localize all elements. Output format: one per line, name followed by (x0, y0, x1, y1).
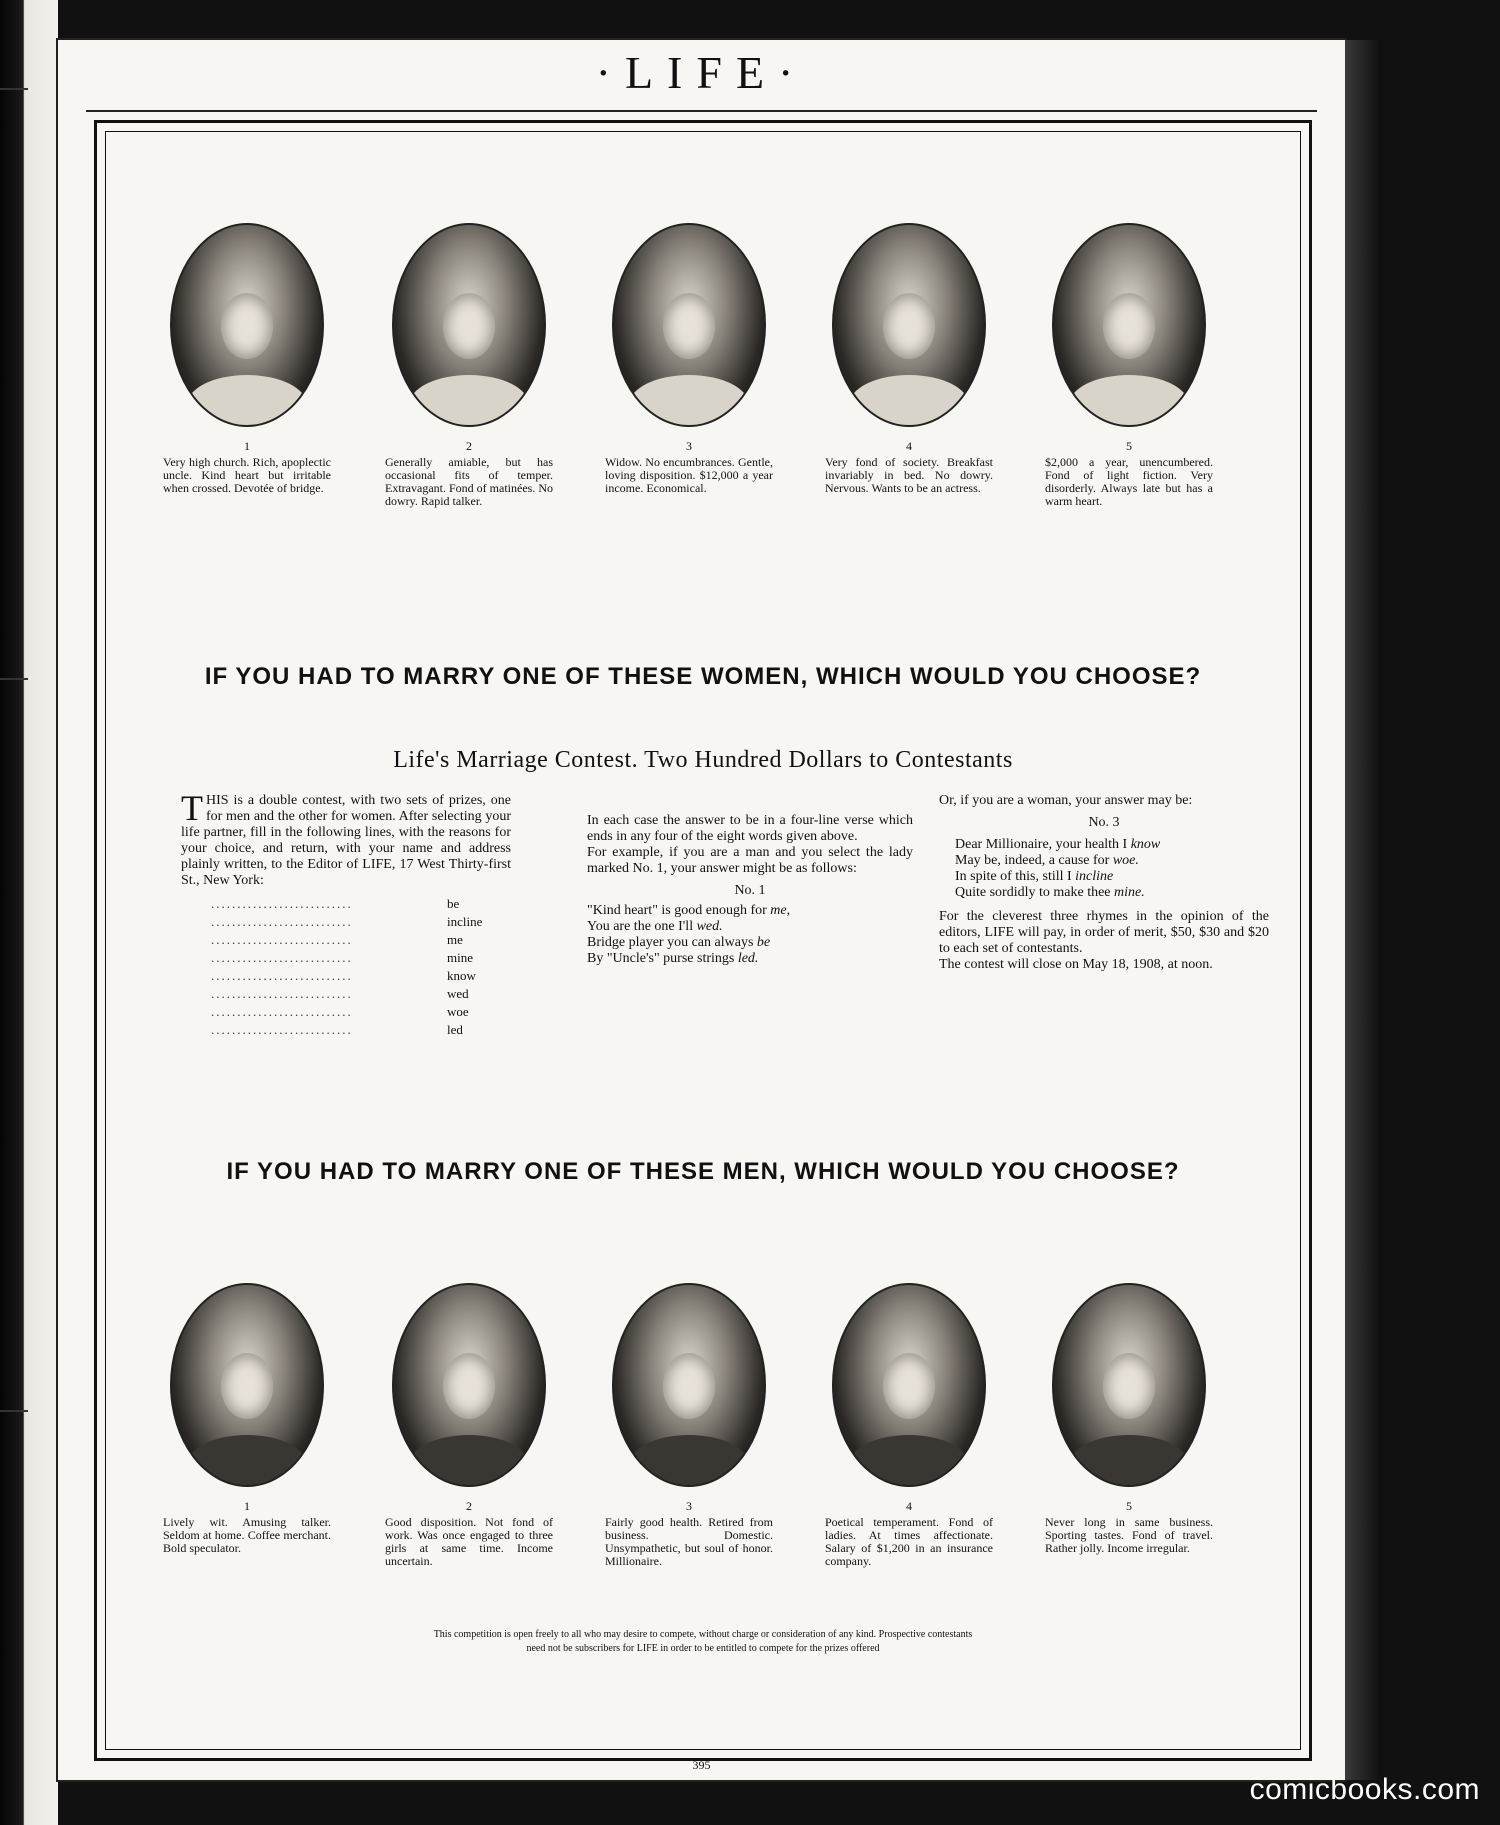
portrait-number: 2 (466, 439, 472, 453)
contest-column-1 (181, 788, 511, 1039)
contest-example: For example, if you are a man and you select the lady marked No. 1, your answer might be as follows: (587, 845, 913, 876)
example-label: No. 3 (1088, 815, 1120, 830)
portrait-caption: Very fond of society. Breakfast invariably in bed. No dowry. Nervous. Wants to be an actress. (825, 455, 993, 495)
man-portrait-2 (379, 1283, 559, 1568)
closing-date: The contest will close on May 18, 1908, at noon. (939, 957, 1213, 972)
portrait-number: 3 (686, 1499, 692, 1513)
portrait-number: 4 (906, 439, 912, 453)
header-rule (86, 110, 1317, 112)
man-portrait-4 (819, 1283, 999, 1568)
fill-line: ........................... wed (211, 986, 469, 1001)
example-verse (587, 903, 913, 967)
contest-column-2 (587, 813, 913, 967)
portrait-number: 4 (906, 1499, 912, 1513)
man-portrait-3 (599, 1283, 779, 1568)
portrait-photo (392, 223, 546, 427)
masthead: ·LIFE· (595, 47, 808, 98)
portrait-photo (392, 1283, 546, 1487)
portrait-caption: Fairly good health. Retired from business. Domestic. Unsympathetic, but soul of honor. Millionaire. (605, 1515, 773, 1568)
portrait-caption: Good disposition. Not fond of work. Was once engaged to three girls at same time. Income uncertain. (385, 1515, 553, 1568)
magazine-page (58, 40, 1345, 1780)
page-frame (94, 120, 1312, 1761)
scan-left-edge (0, 0, 58, 1825)
contest-column-3 (939, 793, 1269, 973)
verse-line: "Kind heart" is good enough for me, (587, 903, 791, 918)
book-spine (1345, 40, 1383, 1780)
page-number: 395 (692, 1758, 711, 1772)
portrait-number: 5 (1126, 1499, 1132, 1513)
fill-line: ........................... incline (211, 914, 483, 929)
woman-portrait-2 (379, 223, 559, 508)
portrait-caption: $2,000 a year, unencumbered. Fond of light fiction. Very disorderly. Always late but has a warm heart. (1045, 455, 1213, 508)
portrait-photo (170, 223, 324, 427)
contest-rule: In each case the answer to be in a four-line verse which ends in any four of the eight words given above. (587, 813, 913, 844)
fill-line: ........................... woe (211, 1004, 469, 1019)
fill-line: ........................... led (211, 1022, 463, 1037)
woman-answer-intro: Or, if you are a woman, your answer may be: (939, 793, 1193, 808)
contest-subhead: Life's Marriage Contest. Two Hundred Dollars to Contestants (393, 747, 1013, 773)
portrait-photo (612, 223, 766, 427)
portrait-caption: Very high church. Rich, apoplectic uncle. Kind heart but irritable when crossed. Devotée of bridge. (163, 455, 331, 495)
fill-line: ........................... me (211, 932, 463, 947)
prize-text: For the cleverest three rhymes in the opinion of the editors, LIFE will pay, in order of merit, $50, $30 and $20 to each set of contestants. (939, 909, 1269, 956)
portrait-number: 1 (244, 1499, 250, 1513)
verse-line: Bridge player you can always be (587, 935, 771, 950)
page-edge-mark (0, 678, 28, 680)
headline-men: IF YOU HAD TO MARRY ONE OF THESE MEN, WHICH WOULD YOU CHOOSE? (226, 1158, 1180, 1185)
verse-line: You are the one I'll wed. (587, 919, 723, 934)
verse-line: In spite of this, still I incline (955, 869, 1114, 884)
verse-line: May be, indeed, a cause for woe. (955, 853, 1139, 868)
portrait-number: 1 (244, 439, 250, 453)
man-portrait-5 (1039, 1283, 1219, 1555)
portrait-photo (1052, 223, 1206, 427)
portrait-caption: Poetical temperament. Fond of ladies. At times affectionate. Salary of $1,200 in an insurance company. (825, 1515, 993, 1568)
portrait-photo (170, 1283, 324, 1487)
site-watermark: comicbooks.com (1249, 1773, 1480, 1806)
woman-portrait-3 (599, 223, 779, 495)
page-edge-mark (0, 88, 28, 90)
portrait-photo (1052, 1283, 1206, 1487)
example-label: No. 1 (734, 883, 766, 898)
verse-line: Quite sordidly to make thee mine. (955, 885, 1145, 900)
portrait-caption: Never long in same business. Sporting tastes. Fond of travel. Rather jolly. Income irregular. (1045, 1515, 1213, 1555)
portrait-number: 2 (466, 1499, 472, 1513)
portrait-caption: Lively wit. Amusing talker. Seldom at home. Coffee merchant. Bold speculator. (163, 1515, 331, 1555)
drop-cap: T (181, 788, 203, 828)
portrait-number: 3 (686, 439, 692, 453)
woman-portrait-4 (819, 223, 999, 495)
competition-footnote: This competition is open freely to all who may desire to compete, without charge or consideration of any kind. Prospective contestants need not be subscribers for LIFE in order to be entitled to compete for the prizes offered (433, 1629, 973, 1654)
example-verse (939, 837, 1269, 901)
fill-line: ........................... be (211, 896, 460, 911)
portrait-number: 5 (1126, 439, 1132, 453)
portrait-photo (612, 1283, 766, 1487)
verse-line: By "Uncle's" purse strings led. (587, 951, 759, 966)
page-edge-mark (0, 1410, 28, 1412)
portrait-photo (832, 1283, 986, 1487)
portrait-caption: Generally amiable, but has occasional fits of temper. Extravagant. Fond of matinées. No dowry. Rapid talker. (385, 455, 553, 508)
woman-portrait-1 (157, 223, 337, 495)
verse-line: Dear Millionaire, your health I know (955, 837, 1161, 852)
headline-women: IF YOU HAD TO MARRY ONE OF THESE WOMEN, WHICH WOULD YOU CHOOSE? (204, 663, 1202, 690)
fill-line: ........................... know (211, 968, 476, 983)
portrait-photo (832, 223, 986, 427)
portrait-caption: Widow. No encumbrances. Gentle, loving disposition. $12,000 a year income. Economical. (605, 455, 773, 495)
fill-line: ........................... mine (211, 950, 473, 965)
woman-portrait-5 (1039, 223, 1219, 508)
contest-intro: THIS is a double contest, with two sets of prizes, one for men and the other for women. After selecting your life partner, fill in the following lines, with the reasons for your choice, and return, with your name and address plainly written, to the Editor of LIFE, 17 West Thirty-first St., New York: (181, 788, 511, 888)
man-portrait-1 (157, 1283, 337, 1555)
fill-in-lines (181, 895, 511, 1039)
